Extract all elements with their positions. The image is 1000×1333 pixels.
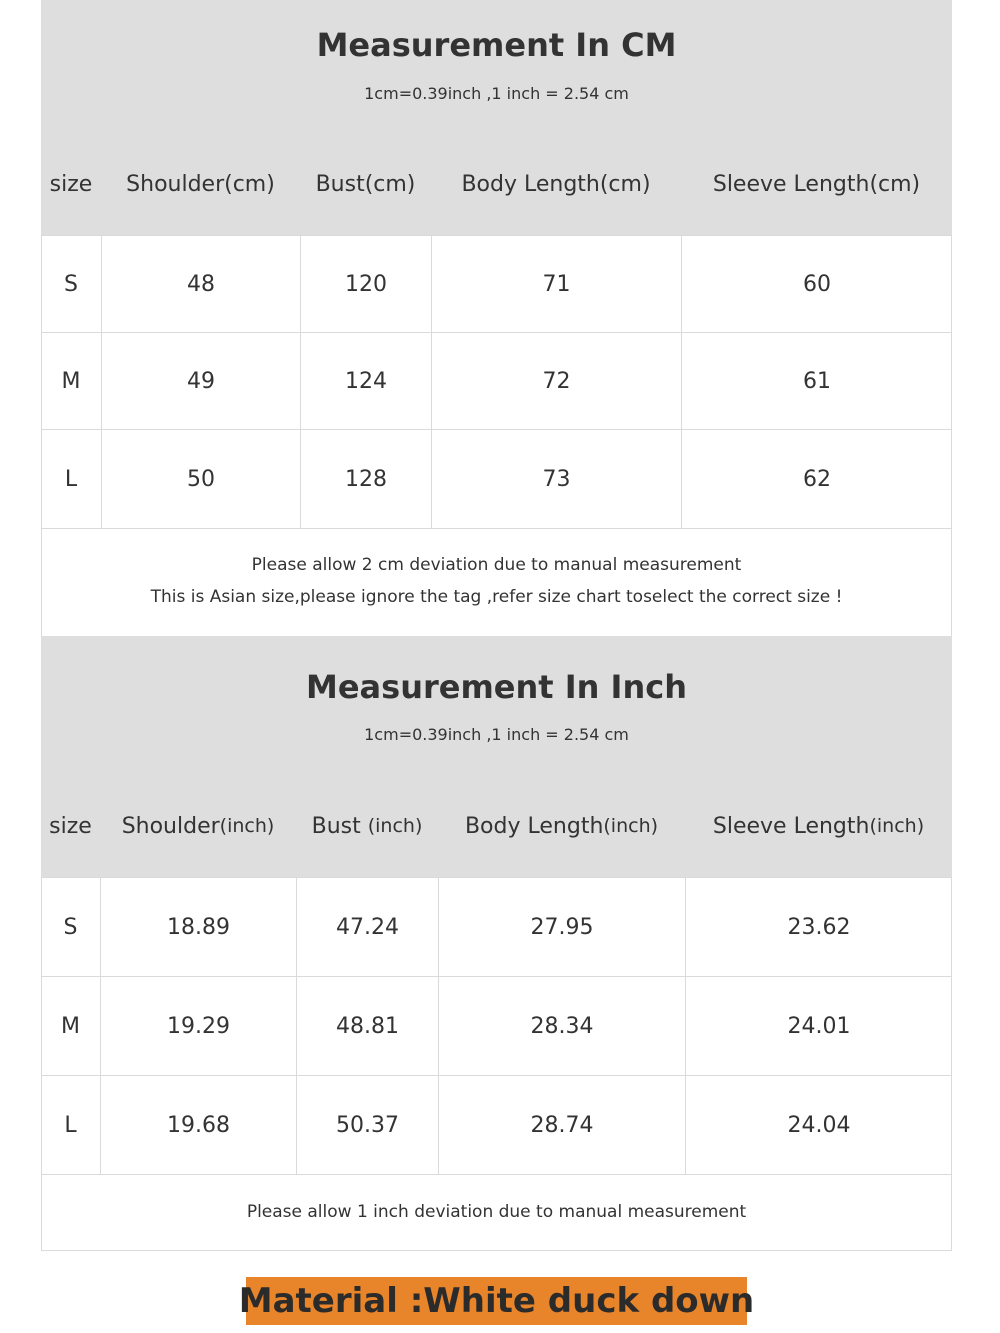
cm-note-deviation: Please allow 2 cm deviation due to manual measurement: [251, 555, 742, 575]
cm-row-m: [41, 332, 952, 430]
cm-cell-sleeve-length: 60: [681, 236, 952, 333]
cm-header-shoulder: [101, 160, 300, 208]
cm-cell-bust: 124: [300, 333, 431, 430]
inch-cell-sleeve-length: 24.01: [685, 977, 952, 1076]
cm-cell-size: S: [64, 272, 78, 297]
inch-header-bust-unit: (inch): [367, 815, 423, 837]
inch-header-shoulder: [100, 802, 296, 850]
cm-header-band: [41, 0, 952, 235]
inch-cell-bust: 47.24: [296, 878, 438, 977]
cm-row-l: [41, 429, 952, 529]
inch-header-size-label: size: [49, 813, 92, 839]
inch-cell-bust: 48.81: [296, 977, 438, 1076]
cm-header-sleeve-length: [681, 160, 952, 208]
inch-cell-body-length: 27.95: [438, 878, 685, 977]
inch-header-size: [41, 802, 100, 850]
cm-cell-shoulder: 50: [101, 430, 300, 529]
inch-title: Measurement In Inch: [306, 668, 687, 706]
cm-cell-sleeve-length: 61: [681, 333, 952, 430]
cm-cell-sleeve-length: 62: [681, 430, 952, 529]
inch-header-bust-label: Bust: [311, 813, 368, 839]
material-banner: Material :White duck down: [246, 1277, 747, 1325]
cm-header-sleeve-length-label: Sleeve Length(cm): [712, 171, 921, 197]
inch-cell-body-length: 28.34: [438, 977, 685, 1076]
inch-header-sleeve-length-unit: (inch): [869, 815, 925, 837]
cm-cell-body-length: 73: [431, 430, 681, 529]
cm-cell-shoulder: 48: [101, 236, 300, 333]
cm-header-size-label: size: [49, 171, 93, 197]
cm-row-s: [41, 235, 952, 333]
cm-cell-size: L: [64, 467, 78, 492]
inch-cell-size: S: [63, 915, 78, 940]
inch-row-l: [41, 1075, 952, 1175]
inch-cell-sleeve-length: 23.62: [685, 878, 952, 977]
inch-section: [41, 636, 952, 1251]
inch-cell-bust: 50.37: [296, 1076, 438, 1175]
inch-row-s: [41, 877, 952, 977]
inch-header-shoulder-unit: (inch): [219, 815, 275, 837]
cm-header-bust: [300, 160, 431, 208]
inch-row-m: [41, 976, 952, 1076]
inch-subtitle: 1cm=0.39inch ,1 inch = 2.54 cm: [364, 725, 629, 744]
inch-cell-sleeve-length: 24.04: [685, 1076, 952, 1175]
inch-header-sleeve-length-label: Sleeve Length: [712, 813, 870, 839]
cm-title: Measurement In CM: [316, 26, 677, 64]
cm-cell-shoulder: 49: [101, 333, 300, 430]
cm-header-size: [41, 160, 101, 208]
inch-header-shoulder-label: Shoulder: [121, 813, 220, 839]
inch-cell-shoulder: 18.89: [100, 878, 296, 977]
cm-note-asian-size: This is Asian size,please ignore the tag ,refer size chart toselect the correct size !: [150, 587, 843, 607]
inch-header-body-length-label: Body Length: [464, 813, 604, 839]
inch-note-deviation: Please allow 1 inch deviation due to manual measurement: [246, 1202, 747, 1222]
inch-notes: [41, 1174, 952, 1251]
inch-cell-size: L: [64, 1113, 77, 1138]
cm-header-shoulder-label: Shoulder(cm): [126, 171, 275, 197]
cm-cell-bust: 128: [300, 430, 431, 529]
inch-header-body-length-unit: (inch): [603, 815, 659, 837]
inch-header-sleeve-length: [685, 802, 952, 850]
inch-cell-shoulder: 19.68: [100, 1076, 296, 1175]
inch-cell-body-length: 28.74: [438, 1076, 685, 1175]
cm-subtitle: 1cm=0.39inch ,1 inch = 2.54 cm: [364, 84, 629, 103]
cm-cell-size: M: [61, 369, 81, 394]
cm-section: [41, 0, 952, 636]
cm-header-body-length: [431, 160, 681, 208]
inch-header-bust: [296, 802, 438, 850]
cm-cell-body-length: 72: [431, 333, 681, 430]
inch-header-body-length: [438, 802, 685, 850]
inch-header-band: [41, 636, 952, 877]
inch-cell-shoulder: 19.29: [100, 977, 296, 1076]
inch-cell-size: M: [61, 1014, 80, 1039]
cm-cell-body-length: 71: [431, 236, 681, 333]
cm-header-body-length-label: Body Length(cm): [461, 171, 651, 197]
cm-cell-bust: 120: [300, 236, 431, 333]
cm-header-bust-label: Bust(cm): [315, 171, 416, 197]
cm-notes: [41, 528, 952, 636]
